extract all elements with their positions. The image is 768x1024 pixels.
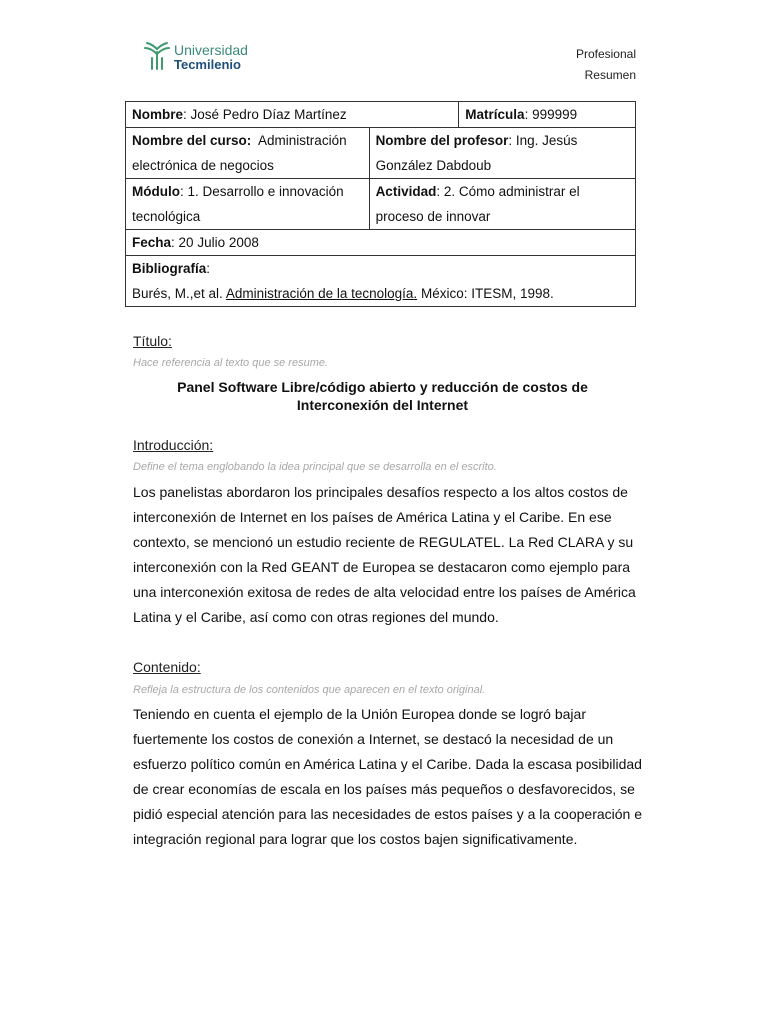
tecmilenio-leaf-icon bbox=[144, 40, 170, 70]
profesor-label: Nombre del profesor bbox=[375, 133, 509, 148]
curso-cell bbox=[126, 128, 370, 179]
introduccion-hint: Define el tema englobando la idea principal que se desarrolla en el escrito. bbox=[133, 461, 497, 473]
header-resumen: Resumen bbox=[584, 68, 636, 82]
matricula-value: 999999 bbox=[532, 107, 578, 122]
table-row bbox=[126, 128, 636, 179]
curso-value: Administración electrónica de negocios bbox=[132, 133, 347, 173]
document-title: Panel Software Libre/código abierto y reducción de costos de Interconexión del Internet bbox=[177, 379, 588, 413]
fecha-label: Fecha bbox=[132, 235, 172, 250]
profesor-cell: Nombre del profesor: Ing. Jesús González Dabdoub bbox=[369, 128, 635, 179]
nombre-value: José Pedro Díaz Martínez bbox=[190, 107, 347, 122]
table-row bbox=[126, 102, 636, 128]
profesor-value: Ing. Jesús González Dabdoub bbox=[375, 133, 578, 173]
fecha-value: 20 Julio 2008 bbox=[178, 235, 259, 250]
contenido-hint: Refleja la estructura de los contenidos que aparecen en el texto original. bbox=[133, 684, 486, 696]
introduccion-paragraph: Los panelistas abordaron los principales desafíos respecto a los altos costos de interconexión de Internet en los países de América Latina y el Caribe. En ese contexto, se mencionó un estudio reciente de REGULATEL. La Red CLARA y su interconexión con la Red GEANT de Europea se destacaron como ejemplo para una interconexión exitosa de redes de alta velocidad entre los países de América Latina y el Caribe, así como con otras regiones del mundo. bbox=[133, 484, 636, 625]
logo-text-tecmilenio: Tecmilenio bbox=[174, 57, 241, 72]
nombre-cell: Nombre: José Pedro Díaz Martínez bbox=[126, 102, 459, 128]
actividad-cell: Actividad: 2. Cómo administrar el proceso de innovar bbox=[369, 179, 635, 230]
biblio-authors: Burés, M.,et al. bbox=[132, 286, 223, 301]
table-row bbox=[126, 230, 636, 256]
modulo-cell: Módulo: 1. Desarrollo e innovación tecnológica bbox=[126, 179, 370, 230]
logo-text-universidad: Universidad bbox=[174, 42, 248, 58]
biblio-publisher: México: ITESM, 1998. bbox=[420, 286, 554, 301]
header-profesional: Profesional bbox=[575, 47, 636, 61]
modulo-label: Módulo bbox=[132, 184, 180, 199]
table-row bbox=[126, 179, 636, 230]
biblio-book-title: Administración de la tecnología. bbox=[225, 286, 418, 301]
bibliografia-label: Bibliografía bbox=[132, 261, 207, 276]
titulo-hint: Hace referencia al texto que se resume. bbox=[133, 357, 329, 369]
contenido-paragraph: Teniendo en cuenta el ejemplo de la Unión Europea donde se logró bajar fuertemente los costos de conexión a Internet, se destacó la necesidad de un esfuerzo político común en América Latina y el Caribe. Dada la escasa posibilidad de crear economías de escala en los países más pequeños o desfavorecidos, se pidió especial atención para las necesidades de estos países y a la cooperación e integración regional para lograr que los costos bajen significativamente. bbox=[133, 706, 642, 847]
table-row bbox=[126, 256, 636, 307]
modulo-value: 1. Desarrollo e innovación tecnológica bbox=[132, 184, 344, 224]
matricula-label: Matrícula bbox=[465, 107, 525, 122]
contenido-heading: Contenido: bbox=[133, 659, 201, 675]
nombre-label: Nombre bbox=[132, 107, 184, 122]
actividad-label: Actividad bbox=[375, 184, 437, 199]
curso-label: Nombre del curso: bbox=[132, 133, 252, 148]
introduccion-heading: Introducción: bbox=[133, 437, 214, 453]
bibliografia-cell: Bibliografía: Burés, M.,et al. Administración de la tecnología. México: ITESM, 1998. bbox=[126, 256, 636, 307]
student-info-table bbox=[125, 101, 636, 307]
fecha-cell: Fecha: 20 Julio 2008 bbox=[126, 230, 636, 256]
matricula-cell: Matrícula: 999999 bbox=[459, 102, 636, 128]
actividad-value: 2. Cómo administrar el proceso de innovar bbox=[375, 184, 580, 224]
document-type-header bbox=[576, 44, 636, 86]
titulo-heading: Título: bbox=[133, 333, 172, 349]
university-logo bbox=[144, 40, 254, 74]
